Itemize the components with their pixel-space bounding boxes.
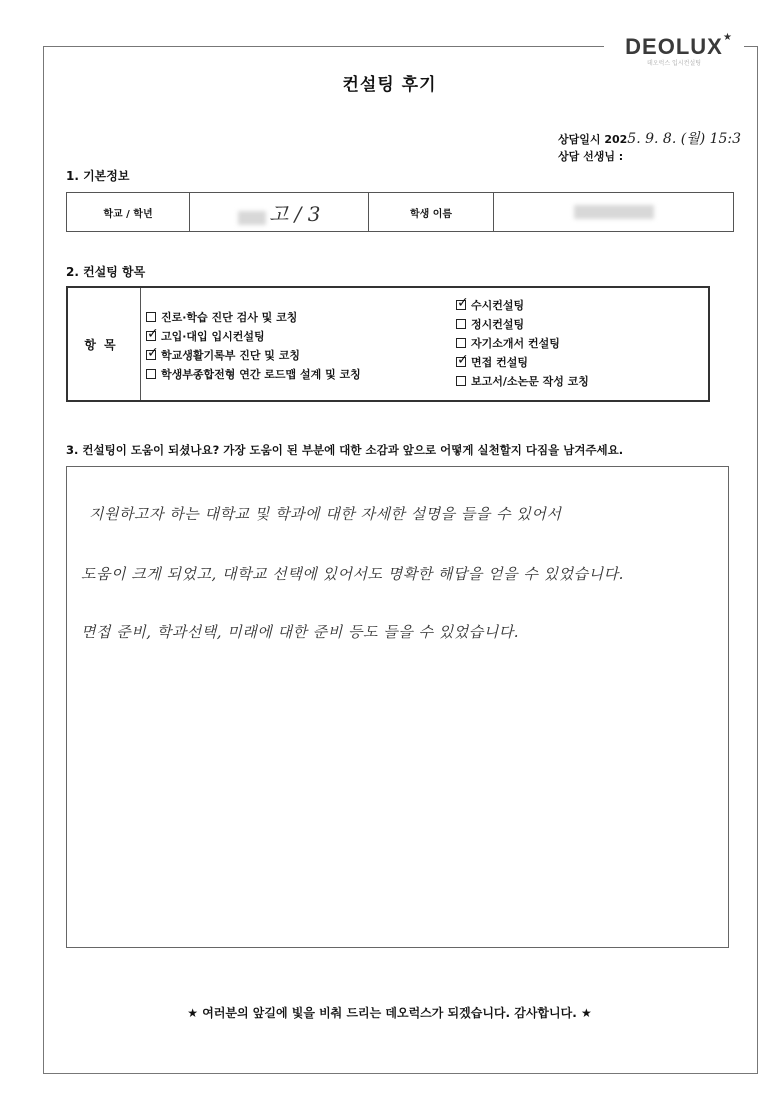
logo-text: DEOLUX <box>625 34 723 59</box>
checkbox-icon[interactable] <box>146 369 156 379</box>
consult-left-item-4[interactable] <box>146 365 361 384</box>
school-grade-value: 고 / 3 <box>268 201 321 226</box>
answer-box[interactable] <box>66 466 729 948</box>
consult-right-item-3[interactable] <box>456 334 589 353</box>
consult-left-item-label: 진로·학습 진단 검사 및 코칭 <box>161 311 298 324</box>
section3-question: 3. 컨설팅이 도움이 되셨나요? 가장 도움이 된 부분에 대한 소감과 앞으로 어떻게 실천할지 다짐을 남겨주세요. <box>66 443 624 457</box>
consulting-items-table <box>66 286 710 402</box>
consult-right-item-2[interactable] <box>456 315 589 334</box>
consult-right-item-label: 보고서/소논문 작성 코칭 <box>471 375 589 388</box>
checkbox-icon[interactable] <box>456 319 466 329</box>
consult-teacher <box>558 148 623 164</box>
checkbox-icon[interactable] <box>456 338 466 348</box>
checkbox-checked-icon[interactable] <box>146 350 156 360</box>
checkbox-checked-icon[interactable] <box>146 331 156 341</box>
student-name-label: 학생 이름 <box>369 193 494 232</box>
consult-right-item-label: 면접 컨설팅 <box>471 356 528 369</box>
redacted-school <box>238 211 266 225</box>
consult-right-item-label: 정시컨설팅 <box>471 318 525 331</box>
checkbox-checked-icon[interactable] <box>456 357 466 367</box>
consult-left-item-label: 고입·대입 입시컨설팅 <box>161 330 265 343</box>
consult-right-item-label: 자기소개서 컨설팅 <box>471 337 560 350</box>
items-head-label: 항목 <box>68 288 141 400</box>
consult-left-item-2[interactable] <box>146 327 361 346</box>
footer-message: ★ 여러분의 앞길에 빛을 비춰 드리는 데오럭스가 되겠습니다. 감사합니다. ★ <box>187 1006 592 1020</box>
checkbox-icon[interactable] <box>456 376 466 386</box>
consult-left-item-label: 학교생활기록부 진단 및 코칭 <box>161 349 300 362</box>
logo-star-icon: ★ <box>723 32 732 43</box>
section1-heading: 1. 기본정보 <box>66 169 130 183</box>
consult-right-item-1[interactable] <box>456 296 589 315</box>
consult-right-item-4[interactable] <box>456 353 589 372</box>
redacted-name <box>574 205 654 219</box>
basic-info-table <box>66 192 734 232</box>
section2-heading: 2. 컨설팅 항목 <box>66 265 146 279</box>
items-right-column <box>456 296 589 391</box>
consult-date <box>558 128 741 148</box>
consult-right-item-label: 수시컨설팅 <box>471 299 525 312</box>
consult-teacher-label: 상담 선생님 : <box>558 150 624 163</box>
answer-line-1: 지원하고자 하는 대학교 및 학과에 대한 자세한 설명을 들을 수 있어서 <box>89 505 562 523</box>
consult-left-item-3[interactable] <box>146 346 361 365</box>
items-left-column <box>146 308 361 384</box>
student-name-cell[interactable] <box>494 193 734 232</box>
brand-logo <box>604 34 744 74</box>
checkbox-icon[interactable] <box>146 312 156 322</box>
consult-right-item-5[interactable] <box>456 372 589 391</box>
answer-line-3: 면접 준비, 학과선택, 미래에 대한 준비 등도 들을 수 있었습니다. <box>81 623 519 641</box>
answer-line-2: 도움이 크게 되었고, 대학교 선택에 있어서도 명확한 해답을 얻을 수 있었습니다. <box>81 565 624 583</box>
consult-left-item-1[interactable] <box>146 308 361 327</box>
consult-left-item-label: 학생부종합전형 연간 로드맵 설계 및 코칭 <box>161 368 361 381</box>
school-grade-cell[interactable] <box>190 193 369 232</box>
school-grade-label: 학교 / 학년 <box>67 193 190 232</box>
checkbox-checked-icon[interactable] <box>456 300 466 310</box>
consult-date-label: 상담일시 202 <box>558 133 628 146</box>
consult-date-value[interactable]: 5. 9. 8. (월) 15:3 <box>627 131 742 147</box>
page-title: 컨설팅 후기 <box>342 75 437 95</box>
logo-subtitle: 데오럭스 입시컨설팅 <box>646 60 702 67</box>
